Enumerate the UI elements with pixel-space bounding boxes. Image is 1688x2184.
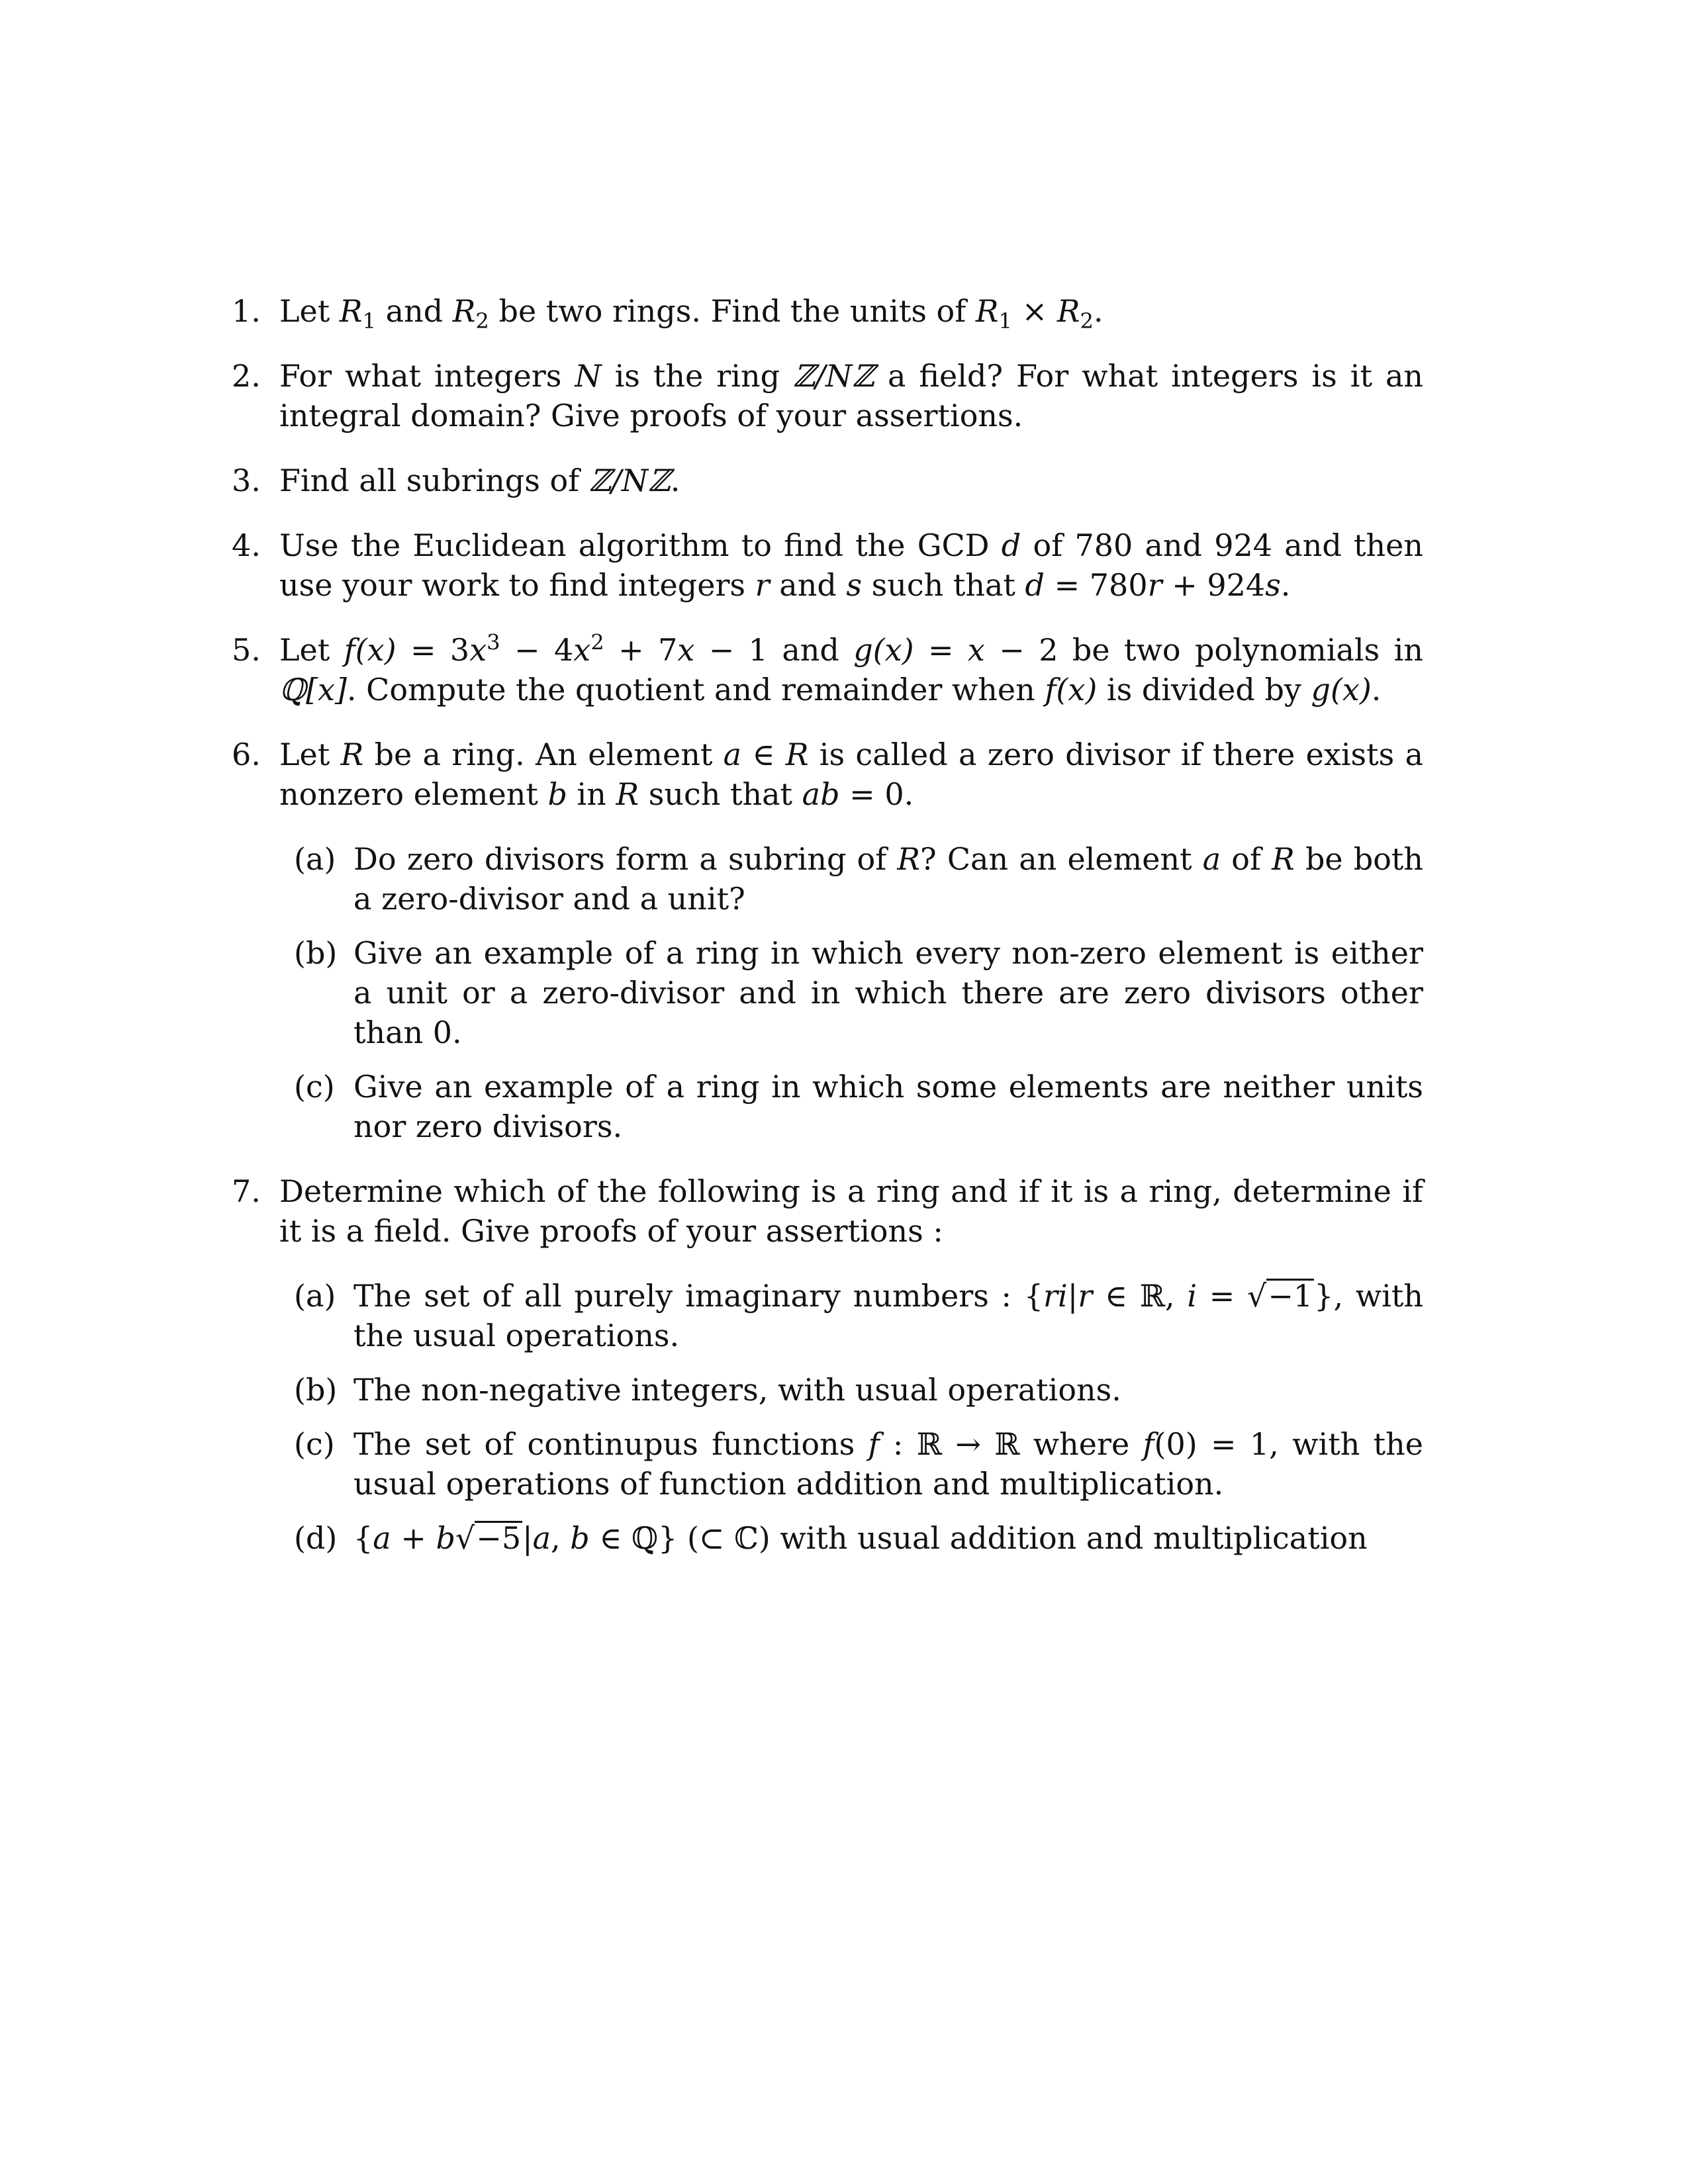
math-expr: g(x): [1311, 672, 1372, 707]
problem-number: 2.: [232, 358, 261, 394]
text: =: [914, 632, 968, 668]
problem-7: [232, 1171, 1423, 1558]
text: The set of all purely imaginary numbers : {: [353, 1278, 1044, 1314]
subpart-6a: [294, 839, 1423, 919]
problem-number: 5.: [232, 632, 261, 668]
text: ? Can an element: [920, 841, 1203, 877]
math-var: d: [1025, 567, 1045, 603]
math-var: x: [967, 632, 985, 668]
subpart-label: (a): [294, 1278, 336, 1314]
math-var: f: [1143, 1426, 1154, 1462]
subpart-7d: [294, 1518, 1423, 1558]
text: such that: [639, 776, 802, 812]
text: (0) = 1, with the usual operations of function addition and multiplication.: [353, 1426, 1423, 1502]
math-var: R: [975, 293, 999, 329]
subpart-label: (c): [294, 1426, 335, 1462]
problem-2: [232, 356, 1423, 435]
text: = 3: [396, 632, 470, 668]
text: The set of continupus functions: [353, 1426, 868, 1462]
problem-3: [232, 461, 1423, 500]
text: +: [391, 1520, 436, 1556]
math-var: b: [547, 776, 567, 812]
math-exp: 2: [590, 629, 604, 655]
math-var: r: [755, 567, 770, 603]
subpart-6c: [294, 1067, 1423, 1146]
text: ∈ ℚ} (⊂ ℂ) with usual addition and multiplication: [589, 1520, 1368, 1556]
text: Determine which of the following is a ring and if it is a ring, determine if it is a field. Give proofs of your assertions :: [279, 1173, 1423, 1249]
math-var: r: [1078, 1278, 1093, 1314]
text: Let: [279, 293, 340, 329]
text: }, with the usual operations.: [353, 1278, 1423, 1353]
problem-list: [232, 291, 1423, 1572]
problem-number: 7.: [232, 1173, 261, 1209]
text: and: [769, 567, 847, 603]
text: .: [670, 463, 680, 498]
sqrt-radicand: −5: [476, 1520, 522, 1556]
problem-5: [232, 630, 1423, 709]
subpart-7c: [294, 1424, 1423, 1504]
math-var: x: [469, 632, 487, 668]
problem-number: 4.: [232, 527, 261, 563]
text: Use the Euclidean algorithm to find the GCD: [279, 527, 1002, 563]
text: ∈ ℝ,: [1092, 1278, 1188, 1314]
math-var: f: [868, 1426, 880, 1462]
problem-number: 6.: [232, 737, 261, 772]
text: be a ring. An element: [363, 737, 724, 772]
math-var: R: [452, 293, 476, 329]
text: of: [1221, 841, 1272, 877]
text: . Compute the quotient and remainder when: [346, 672, 1045, 707]
text: − 4: [500, 632, 574, 668]
text: Find all subrings of: [279, 463, 589, 498]
math-exp: 3: [487, 629, 500, 655]
math-var: s: [1265, 567, 1281, 603]
text: .: [1093, 293, 1103, 329]
math-sub: 1: [998, 308, 1013, 334]
math-expr: ℚ[x]: [279, 672, 347, 707]
text: in: [567, 776, 616, 812]
text: is divided by: [1097, 672, 1311, 707]
problem-6: [232, 735, 1423, 1146]
text: + 7: [604, 632, 678, 668]
subpart-label: (b): [294, 935, 338, 971]
math-var: s: [846, 567, 863, 603]
problem-number: 3.: [232, 463, 261, 498]
math-var: R: [340, 737, 364, 772]
math-var: i: [1187, 1278, 1197, 1314]
math-var: N: [575, 358, 602, 394]
math-var: R: [1056, 293, 1080, 329]
text: For what integers: [279, 358, 575, 394]
text: |: [522, 1520, 533, 1556]
math-var: a: [532, 1520, 551, 1556]
math-expr: f(x): [1045, 672, 1098, 707]
math-var: b: [570, 1520, 590, 1556]
text: Do zero divisors form a subring of: [353, 841, 898, 877]
text: ∈: [741, 737, 786, 772]
subpart-label: (d): [294, 1520, 338, 1556]
text: = 0.: [839, 776, 914, 812]
text: ×: [1012, 293, 1057, 329]
math-var: r: [1147, 567, 1162, 603]
text: = 780: [1045, 567, 1148, 603]
text: − 2 be two polynomials in: [984, 632, 1423, 668]
text: .: [1371, 672, 1382, 707]
math-expr: ℤ/Nℤ: [588, 463, 671, 498]
text: .: [1280, 567, 1291, 603]
math-var: b: [436, 1520, 455, 1556]
math-var: ab: [802, 776, 840, 812]
math-var: ri: [1043, 1278, 1068, 1314]
math-expr: f(x): [344, 632, 397, 668]
text: + 924: [1162, 567, 1266, 603]
text: Let: [279, 632, 344, 668]
math-var: a: [723, 737, 742, 772]
sqrt-radicand: −1: [1268, 1278, 1313, 1314]
problem-4: [232, 525, 1423, 605]
subpart-6b: [294, 933, 1423, 1052]
text: The non-negative integers, with usual operations.: [353, 1372, 1121, 1408]
math-var: a: [373, 1520, 391, 1556]
text: |: [1067, 1278, 1078, 1314]
math-var: R: [785, 737, 809, 772]
subpart-7b: [294, 1370, 1423, 1410]
subpart-7a: [294, 1276, 1423, 1355]
text: Give an example of a ring in which some elements are neither units nor zero divisors.: [353, 1069, 1423, 1144]
subpart-label: (c): [294, 1069, 335, 1105]
math-var: a: [1202, 841, 1221, 877]
text: Give an example of a ring in which every non-zero element is either a unit or a zero-divisor and in which there are zero divisors other than 0.: [353, 935, 1423, 1050]
math-var: R: [897, 841, 921, 877]
text: Let: [279, 737, 341, 772]
subparts: [279, 1276, 1423, 1558]
math-var: R: [339, 293, 363, 329]
math-var: x: [573, 632, 591, 668]
math-expr: ℤ/Nℤ: [793, 358, 874, 394]
text: such that: [862, 567, 1025, 603]
math-var: x: [677, 632, 695, 668]
text: : ℝ → ℝ where: [879, 1426, 1143, 1462]
text: − 1 and: [694, 632, 854, 668]
text: ,: [551, 1520, 571, 1556]
text: be both a zero-divisor and a unit?: [353, 841, 1424, 917]
text: and: [376, 293, 453, 329]
text: of 780 and 924 and then use your work to find integers: [279, 527, 1423, 603]
math-sub: 2: [475, 308, 489, 334]
problem-number: 1.: [232, 293, 261, 329]
math-var: R: [1272, 841, 1295, 877]
math-sub: 2: [1080, 308, 1094, 334]
text: is called a zero divisor if there exists a nonzero element: [279, 737, 1423, 812]
problem-1: [232, 291, 1423, 334]
subparts: [279, 839, 1423, 1146]
math-sub: 1: [362, 308, 377, 334]
subpart-label: (b): [294, 1372, 338, 1408]
sqrt-sign: = √: [1197, 1278, 1267, 1314]
text: {: [353, 1520, 373, 1556]
math-var: d: [1001, 527, 1021, 563]
math-expr: g(x): [853, 632, 914, 668]
math-var: R: [616, 776, 639, 812]
text: be two rings. Find the units of: [489, 293, 976, 329]
text: a field? For what integers is it an integral domain? Give proofs of your assertions.: [279, 358, 1424, 433]
subpart-label: (a): [294, 841, 336, 877]
sqrt-sign: √: [455, 1520, 475, 1556]
text: is the ring: [601, 358, 794, 394]
